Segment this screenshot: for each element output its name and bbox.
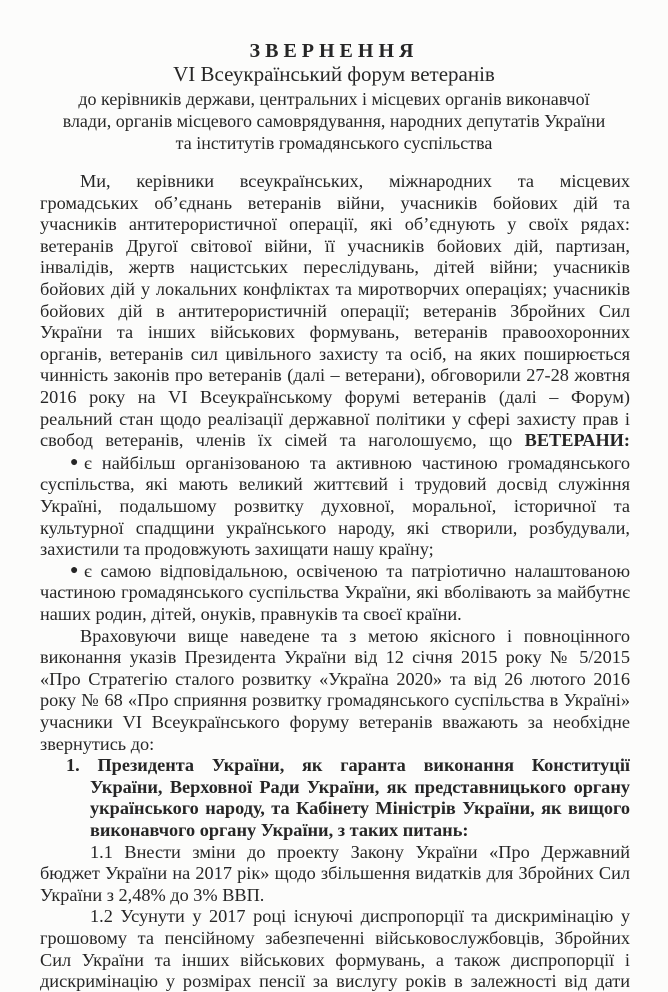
line-text: України з 2,48% до 3% ВВП. bbox=[40, 884, 265, 905]
line-text: Україні, подальшому розвитку духовної, моральної, історичної та bbox=[40, 496, 630, 516]
text-line bbox=[40, 646, 630, 668]
line-text: Ми, керівники всеукраїнських, міжнародних та місцевих bbox=[80, 171, 630, 191]
addressee-line: до керівників держави, центральних і місцевих органів виконавчої bbox=[78, 89, 590, 109]
line-text: захистили та продовжують захищати нашу країну; bbox=[40, 539, 434, 560]
text-line bbox=[90, 776, 630, 798]
text-line bbox=[40, 862, 630, 884]
text-line bbox=[90, 905, 630, 927]
text-line bbox=[90, 819, 630, 841]
bullet-icon: ● bbox=[70, 454, 79, 470]
line-text: Сил України та інших військових формувань, а також диспропорції і bbox=[40, 949, 630, 970]
line-text: наших родин, дітей, онуків, правнуків та своєї країни. bbox=[40, 604, 462, 624]
line-text: року № 68 «Про сприяння розвитку громадянського суспільства в Україні» bbox=[40, 690, 630, 711]
text-line bbox=[40, 538, 630, 560]
line-text: бойових дій в антитерористичній операції; ветеранів Збройних Сил bbox=[40, 300, 630, 321]
line-text: 1.2 Усунути у 2017 році існуючі диспропорції та дискримінацію у bbox=[90, 906, 630, 927]
text-line bbox=[40, 668, 630, 690]
text-line bbox=[40, 733, 630, 755]
text-line bbox=[40, 473, 630, 495]
line-text: виконавчого органу України, з таких питань: bbox=[90, 820, 469, 840]
addressee-line: влади, органів місцевого самоврядування, народних депутатів України bbox=[62, 111, 606, 131]
line-text: чинність законів про ветеранів (далі – ветерани), обговорили 27-28 жовтня bbox=[40, 365, 630, 386]
line-text: учасники VI Всеукраїнського форуму ветеранів вважають за необхідне bbox=[40, 712, 630, 732]
text-line bbox=[40, 192, 630, 214]
line-text: ветеранів Другої світової війни, її учасників бойових дій, партизан, bbox=[40, 235, 630, 256]
text-line bbox=[40, 408, 630, 430]
text-line bbox=[80, 170, 630, 192]
line-text: культурної спадщини українського народу, які створили, розбудували, bbox=[40, 517, 630, 538]
text-line bbox=[40, 517, 630, 539]
line-text: України та інших військових формувань, ветеранів правоохоронних bbox=[40, 322, 630, 343]
line-text: звернутись до: bbox=[40, 733, 155, 754]
text-line bbox=[90, 797, 630, 819]
line-text: України, Верховної Ради України, як представницького органу bbox=[90, 776, 630, 797]
line-text: грошовому та пенсійному забезпеченні військовослужбовців, Збройних bbox=[40, 928, 630, 948]
text-line bbox=[90, 841, 630, 863]
line-text: 1.1 Внести зміни до проекту Закону України «Про Державний bbox=[90, 841, 630, 862]
line-text: бойових дій у локальних конфліктах та миротворчих операціях; учасників bbox=[40, 279, 630, 299]
line-text: органів, ветеранів сил цивільного захисту та осіб, на яких поширюється bbox=[40, 343, 630, 364]
text-line bbox=[80, 625, 630, 647]
text-line bbox=[40, 884, 630, 906]
line-text: 1. Президента України, як гаранта виконання Конституції bbox=[66, 755, 630, 776]
text-line bbox=[40, 429, 630, 451]
text-line bbox=[66, 754, 630, 776]
line-text: виконання указів Президента України від 12 січня 2015 року № 5/2015 bbox=[40, 647, 630, 668]
emphasis-veterans: ВЕТЕРАНИ: bbox=[524, 430, 630, 451]
line-text: реальний стан щодо реалізації державної політики у сфері захисту прав і bbox=[40, 408, 630, 429]
document-title: ЗВЕРНЕННЯ bbox=[249, 40, 419, 62]
text-line bbox=[40, 711, 630, 733]
line-text: Враховуючи вище наведене та з метою якісного і повноцінного bbox=[80, 625, 630, 646]
text-line bbox=[40, 581, 630, 603]
text-line bbox=[40, 235, 630, 257]
text-line bbox=[40, 343, 630, 365]
text-line bbox=[40, 213, 630, 235]
line-text: українського народу, та Кабінету Міністрів України, як вищого bbox=[90, 798, 630, 819]
text-line bbox=[84, 560, 630, 582]
line-text: дискримінацію у розмірах пенсії за вислугу років в залежності від дати bbox=[40, 971, 630, 992]
text-line bbox=[40, 689, 630, 711]
text-line bbox=[40, 603, 630, 625]
text-line bbox=[40, 495, 630, 517]
bullet-icon: ● bbox=[70, 562, 79, 578]
text-line bbox=[40, 321, 630, 343]
text-line bbox=[40, 386, 630, 408]
line-text: є самою відповідальною, освіченою та патріотично налаштованою bbox=[84, 560, 630, 581]
line-text: «Про Стратегію сталого розвитку «Україна 2020» та від 26 лютого 2016 bbox=[40, 668, 630, 689]
text-line bbox=[40, 927, 630, 949]
line-text: громадських об’єднань ветеранів війни, учасників бойових дій та bbox=[40, 192, 630, 213]
line-text: є найбільш організованою та активною частиною громадянського bbox=[84, 452, 630, 473]
document-subtitle: VI Всеукраїнський форум ветеранів bbox=[173, 62, 495, 86]
line-text: бюджет України на 2017 рік» щодо збільшення видатків для Збройних Сил bbox=[40, 863, 630, 884]
text-line bbox=[40, 256, 630, 278]
line-text: інвалідів, жертв нацистських переслідувань, дітей війни; учасників bbox=[40, 257, 630, 278]
text-line bbox=[84, 452, 630, 474]
text-line bbox=[40, 970, 630, 992]
text-line bbox=[40, 278, 630, 300]
line-text: частиною громадянського суспільства України, які вболівають за майбутнє bbox=[40, 582, 630, 603]
line-text: суспільства, які мають великий життєвий і трудовий досвід служіння bbox=[40, 474, 630, 495]
line-text: учасників антитерористичної операції, які об’єднують у своїх рядах: bbox=[40, 214, 630, 235]
line-text: свобод ветеранів, членів їх сімей та наголошуємо, що bbox=[40, 430, 525, 451]
addressee-line: та інститутів громадянського суспільства bbox=[175, 133, 493, 153]
text-line bbox=[40, 364, 630, 386]
line-text: 2016 року на VI Всеукраїнському форумі ветеранів (далі – Форум) bbox=[40, 387, 630, 407]
text-line bbox=[40, 300, 630, 322]
text-line bbox=[40, 949, 630, 971]
